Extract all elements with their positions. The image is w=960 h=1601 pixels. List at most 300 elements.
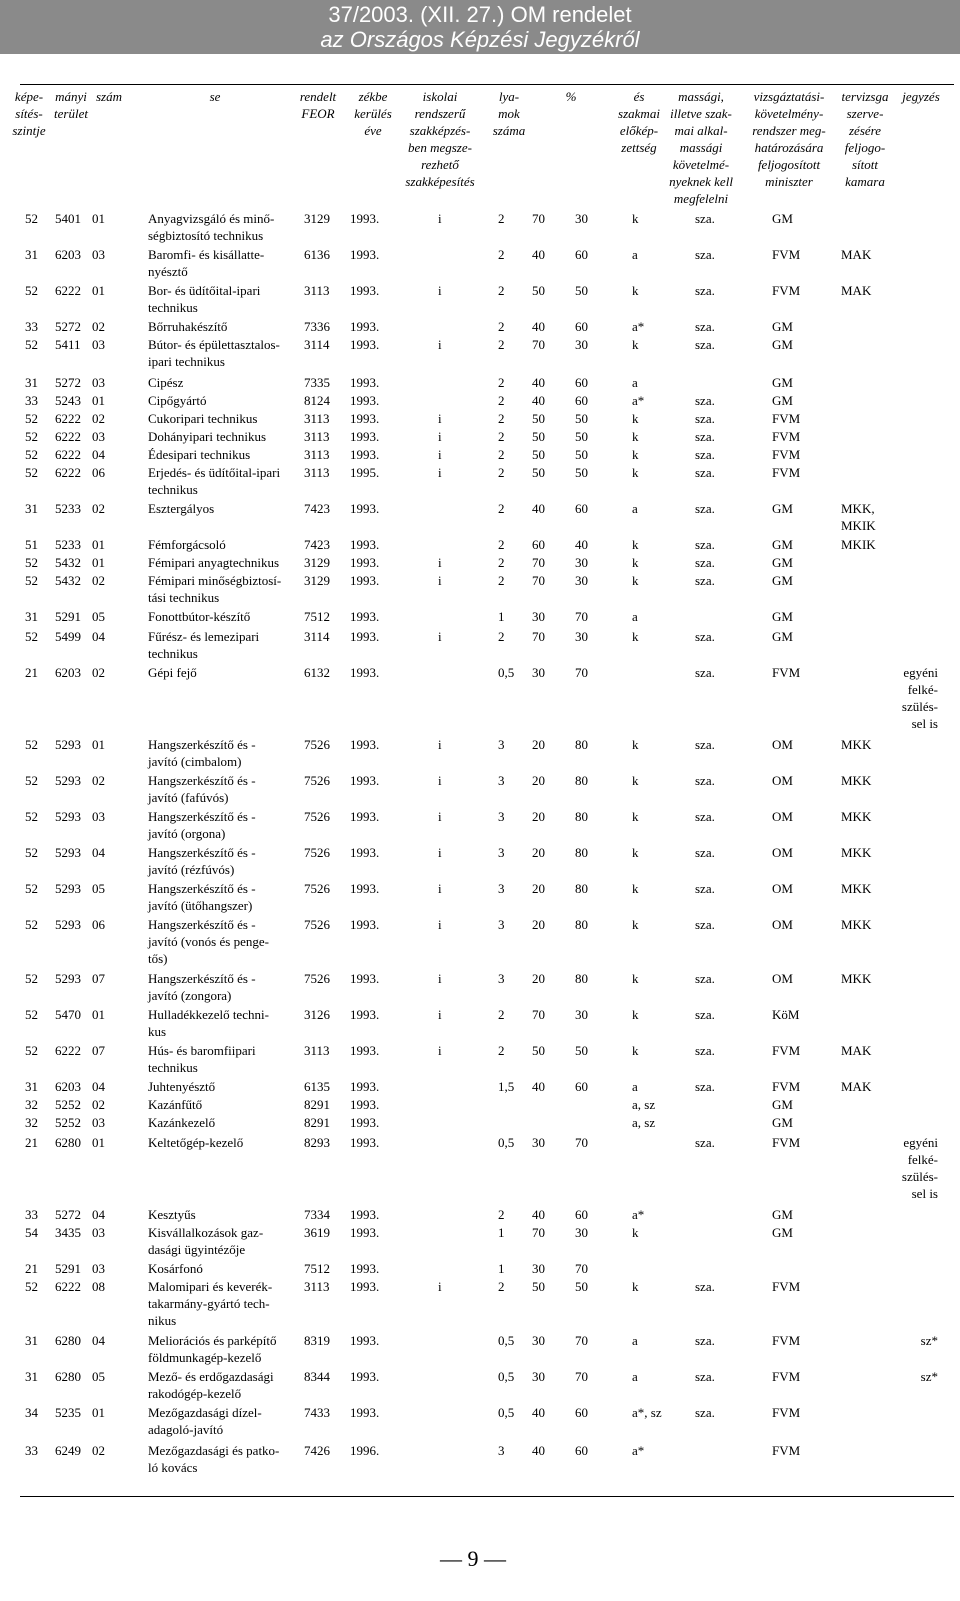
row-grades: 1	[498, 1261, 505, 1276]
row-feor: 3129	[304, 211, 330, 226]
row-percent-theory: 20	[532, 809, 545, 824]
row-feor: 8124	[304, 393, 330, 408]
row-percent-theory: 50	[532, 429, 545, 444]
row-school: i	[438, 1279, 442, 1294]
row-school: i	[438, 211, 442, 226]
row-prereq: a*, sz	[632, 1405, 662, 1420]
row-percent-theory: 50	[532, 447, 545, 462]
row-feor: 7526	[304, 809, 330, 824]
row-percent-practice: 60	[575, 1207, 588, 1222]
row-feor: 8293	[304, 1135, 330, 1150]
row-minister: OM	[772, 809, 793, 824]
row-percent-practice: 80	[575, 881, 588, 896]
row-note: egyéni felké- szülés- sel is	[901, 1135, 938, 1201]
row-year: 1993.	[350, 1097, 380, 1112]
row-level: 52	[25, 211, 38, 226]
row-minister: FVM	[772, 1279, 801, 1294]
row-name: Anyagvizsgáló és minő- ségbiztosító technikus	[148, 211, 275, 243]
row-grades: 2	[498, 211, 505, 226]
row-area: 5291	[55, 609, 81, 624]
row-area: 5233	[55, 501, 81, 516]
row-health: sza.	[695, 447, 715, 462]
row-number: 03	[92, 337, 105, 352]
row-year: 1993.	[350, 393, 380, 408]
header-year: zékbe kerülés éve	[354, 89, 392, 138]
row-level: 52	[25, 773, 38, 788]
row-grades: 3	[498, 845, 505, 860]
row-number: 01	[92, 393, 105, 408]
row-area: 6280	[55, 1369, 81, 1384]
row-percent-practice: 70	[575, 1135, 588, 1150]
row-area: 5432	[55, 573, 81, 588]
row-percent-practice: 30	[575, 1225, 588, 1240]
row-health: sza.	[695, 1405, 715, 1420]
row-area: 6222	[55, 447, 81, 462]
row-percent-theory: 40	[532, 319, 545, 334]
row-area: 5233	[55, 537, 81, 552]
decree-subtitle: az Országos Képzési Jegyzékről	[320, 27, 640, 52]
row-minister: FVM	[772, 247, 801, 262]
row-year: 1993.	[350, 809, 380, 824]
row-level: 52	[25, 737, 38, 752]
row-health: sza.	[695, 1333, 715, 1348]
row-school: i	[438, 465, 442, 480]
row-feor: 8319	[304, 1333, 330, 1348]
row-health: sza.	[695, 1135, 715, 1150]
row-prereq: a*	[632, 1443, 645, 1458]
row-year: 1993.	[350, 337, 380, 352]
row-percent-theory: 50	[532, 465, 545, 480]
row-number: 02	[92, 1097, 105, 1112]
row-prereq: k	[632, 845, 639, 860]
row-school: i	[438, 447, 442, 462]
row-percent-practice: 60	[575, 375, 588, 390]
row-health: sza.	[695, 319, 715, 334]
row-level: 34	[25, 1405, 38, 1420]
row-minister: FVM	[772, 1043, 801, 1058]
row-year: 1993.	[350, 1079, 380, 1094]
row-number: 02	[92, 411, 105, 426]
row-number: 04	[92, 629, 105, 644]
row-level: 21	[25, 1261, 38, 1276]
row-number: 01	[92, 1405, 105, 1420]
header-school: iskolai rendszerű szakképzés- ben megsze- rezhető szakképesítés	[405, 89, 475, 189]
row-school: i	[438, 429, 442, 444]
row-level: 52	[25, 1007, 38, 1022]
row-area: 5272	[55, 319, 81, 334]
row-percent-theory: 70	[532, 555, 545, 570]
row-school: i	[438, 737, 442, 752]
row-percent-theory: 30	[532, 609, 545, 624]
row-level: 31	[25, 609, 38, 624]
table-top-rule	[20, 84, 954, 85]
row-percent-practice: 50	[575, 411, 588, 426]
row-chamber: MKK	[841, 773, 872, 788]
row-health: sza.	[695, 429, 715, 444]
row-percent-theory: 40	[532, 1207, 545, 1222]
row-percent-theory: 20	[532, 737, 545, 752]
row-percent-theory: 70	[532, 629, 545, 644]
row-health: sza.	[695, 1079, 715, 1094]
row-health: sza.	[695, 1279, 715, 1294]
row-percent-practice: 70	[575, 1369, 588, 1384]
row-year: 1993.	[350, 1135, 380, 1150]
row-feor: 8344	[304, 1369, 330, 1384]
row-percent-theory: 40	[532, 1405, 545, 1420]
row-grades: 2	[498, 247, 505, 262]
row-grades: 1	[498, 1225, 505, 1240]
row-area: 6203	[55, 247, 81, 262]
row-name: Cukoripari technikus	[148, 411, 258, 426]
row-level: 33	[25, 319, 38, 334]
decree-title: 37/2003. (XII. 27.) OM rendelet	[328, 2, 632, 27]
row-year: 1993.	[350, 1405, 380, 1420]
row-percent-practice: 70	[575, 609, 588, 624]
row-percent-practice: 60	[575, 319, 588, 334]
row-grades: 0,5	[498, 1405, 515, 1420]
row-year: 1993.	[350, 609, 380, 624]
row-grades: 2	[498, 629, 505, 644]
row-name: Cipész	[148, 375, 184, 390]
row-grades: 1	[498, 609, 505, 624]
row-number: 02	[92, 319, 105, 334]
row-number: 03	[92, 1225, 105, 1240]
row-level: 31	[25, 501, 38, 516]
row-level: 33	[25, 1207, 38, 1222]
row-feor: 7512	[304, 609, 330, 624]
row-grades: 1,5	[498, 1079, 515, 1094]
row-level: 52	[25, 845, 38, 860]
row-year: 1993.	[350, 555, 380, 570]
row-name: Hús- és baromfiipari technikus	[148, 1043, 256, 1075]
row-name: Hangszerkészítő és - javító (cimbalom)	[148, 737, 256, 769]
row-prereq: k	[632, 917, 639, 932]
row-year: 1993.	[350, 665, 380, 680]
row-feor: 6135	[304, 1079, 330, 1094]
row-feor: 7526	[304, 881, 330, 896]
row-level: 31	[25, 1369, 38, 1384]
row-year: 1993.	[350, 1261, 380, 1276]
row-health: sza.	[695, 665, 715, 680]
header-feor: rendelt FEOR	[299, 89, 337, 121]
row-level: 52	[25, 971, 38, 986]
row-level: 52	[25, 809, 38, 824]
row-number: 04	[92, 1333, 105, 1348]
row-minister: GM	[772, 375, 793, 390]
row-minister: FVM	[772, 429, 801, 444]
row-area: 6249	[55, 1443, 81, 1458]
row-school: i	[438, 629, 442, 644]
row-grades: 3	[498, 809, 505, 824]
row-name: Fűrész- és lemezipari technikus	[148, 629, 260, 661]
row-health: sza.	[695, 773, 715, 788]
row-name: Kazánfűtő	[148, 1097, 203, 1112]
row-percent-practice: 30	[575, 211, 588, 226]
row-level: 52	[25, 429, 38, 444]
row-level: 32	[25, 1115, 38, 1130]
row-health: sza.	[695, 247, 715, 262]
row-minister: GM	[772, 609, 793, 624]
row-feor: 7423	[304, 537, 330, 552]
row-year: 1993.	[350, 247, 380, 262]
row-name: Cipőgyártó	[148, 393, 207, 408]
row-percent-theory: 20	[532, 773, 545, 788]
row-number: 02	[92, 665, 105, 680]
row-chamber: MKK, MKIK	[841, 501, 876, 533]
row-number: 06	[92, 917, 105, 932]
row-grades: 2	[498, 1207, 505, 1222]
row-year: 1993.	[350, 537, 380, 552]
row-percent-practice: 80	[575, 809, 588, 824]
row-prereq: a	[632, 501, 638, 516]
row-prereq: k	[632, 1279, 639, 1294]
row-minister: GM	[772, 555, 793, 570]
row-level: 52	[25, 411, 38, 426]
row-percent-theory: 70	[532, 573, 545, 588]
row-percent-theory: 60	[532, 537, 545, 552]
row-number: 03	[92, 247, 105, 262]
row-percent-practice: 70	[575, 1261, 588, 1276]
row-grades: 2	[498, 1043, 505, 1058]
row-level: 52	[25, 447, 38, 462]
row-percent-theory: 20	[532, 917, 545, 932]
row-grades: 2	[498, 283, 505, 298]
row-chamber: MAK	[841, 283, 872, 298]
header-prereq: és szakmai előkép- zettség	[618, 89, 660, 155]
row-name: Fonottbútor-készítő	[148, 609, 251, 624]
row-name: Bútor- és épülettasztalos- ipari technikus	[148, 337, 280, 369]
row-number: 07	[92, 971, 105, 986]
row-area: 3435	[55, 1225, 81, 1240]
row-health: sza.	[695, 283, 715, 298]
row-year: 1993.	[350, 501, 380, 516]
row-chamber: MKK	[841, 737, 872, 752]
row-name: Hangszerkészítő és - javító (zongora)	[148, 971, 256, 1003]
row-percent-theory: 40	[532, 393, 545, 408]
row-prereq: a	[632, 1079, 638, 1094]
row-name: Hulladékkezelő techni- kus	[148, 1007, 269, 1039]
row-note: sz*	[920, 1369, 938, 1384]
row-percent-theory: 30	[532, 1135, 545, 1150]
row-year: 1993.	[350, 629, 380, 644]
row-area: 5411	[55, 337, 81, 352]
row-health: sza.	[695, 737, 715, 752]
row-number: 01	[92, 211, 105, 226]
row-minister: OM	[772, 971, 793, 986]
row-percent-practice: 70	[575, 665, 588, 680]
row-number: 05	[92, 1369, 105, 1384]
row-grades: 2	[498, 1007, 505, 1022]
row-health: sza.	[695, 629, 715, 644]
row-name: Mezőgazdasági és patko- ló kovács	[148, 1443, 280, 1475]
row-number: 06	[92, 465, 105, 480]
row-percent-theory: 40	[532, 501, 545, 516]
row-chamber: MKK	[841, 971, 872, 986]
row-area: 5470	[55, 1007, 81, 1022]
row-name: Kisvállalkozások gaz- dasági ügyintézője	[148, 1225, 264, 1257]
row-feor: 3113	[304, 447, 330, 462]
row-health: sza.	[695, 845, 715, 860]
row-area: 5401	[55, 211, 81, 226]
row-area: 5293	[55, 845, 81, 860]
row-year: 1993.	[350, 737, 380, 752]
row-health: sza.	[695, 555, 715, 570]
row-health: sza.	[695, 393, 715, 408]
row-number: 02	[92, 1443, 105, 1458]
row-chamber: MKK	[841, 845, 872, 860]
row-area: 5272	[55, 375, 81, 390]
header-number: szám	[95, 89, 122, 104]
row-number: 03	[92, 429, 105, 444]
row-area: 6222	[55, 1043, 81, 1058]
row-level: 52	[25, 917, 38, 932]
row-grades: 2	[498, 447, 505, 462]
row-minister: GM	[772, 501, 793, 516]
row-prereq: k	[632, 429, 639, 444]
row-name: Bor- és üdítőital-ipari technikus	[148, 283, 261, 315]
row-feor: 7526	[304, 845, 330, 860]
row-health: sza.	[695, 465, 715, 480]
row-year: 1993.	[350, 1115, 380, 1130]
row-grades: 2	[498, 429, 505, 444]
row-minister: FVM	[772, 665, 801, 680]
row-prereq: k	[632, 411, 639, 426]
row-name: Kosárfonó	[148, 1261, 203, 1276]
row-percent-theory: 70	[532, 1225, 545, 1240]
row-health: sza.	[695, 211, 715, 226]
row-minister: KöM	[772, 1007, 800, 1022]
row-percent-theory: 50	[532, 283, 545, 298]
row-grades: 2	[498, 393, 505, 408]
row-school: i	[438, 845, 442, 860]
row-grades: 3	[498, 881, 505, 896]
row-note: sz*	[920, 1333, 938, 1348]
row-number: 03	[92, 809, 105, 824]
row-area: 5291	[55, 1261, 81, 1276]
row-level: 33	[25, 393, 38, 408]
row-percent-practice: 80	[575, 917, 588, 932]
row-year: 1995.	[350, 465, 380, 480]
row-health: sza.	[695, 573, 715, 588]
row-name: Édesipari technikus	[148, 447, 251, 462]
row-health: sza.	[695, 971, 715, 986]
row-percent-theory: 70	[532, 1007, 545, 1022]
header-note: jegyzés	[902, 89, 940, 104]
row-year: 1993.	[350, 1225, 380, 1240]
row-name: Hangszerkészítő és - javító (fafúvós)	[148, 773, 256, 805]
row-name: Malomipari és keverék- takarmány-gyártó tech- nikus	[148, 1279, 273, 1328]
row-name: Keltetőgép-kezelő	[148, 1135, 244, 1150]
row-year: 1993.	[350, 375, 380, 390]
row-minister: OM	[772, 881, 793, 896]
row-health: sza.	[695, 1043, 715, 1058]
row-health: sza.	[695, 881, 715, 896]
row-level: 31	[25, 1333, 38, 1348]
row-feor: 7423	[304, 501, 330, 516]
row-percent-theory: 30	[532, 1261, 545, 1276]
row-number: 01	[92, 537, 105, 552]
row-feor: 7426	[304, 1443, 330, 1458]
row-minister: GM	[772, 537, 793, 552]
row-minister: GM	[772, 211, 793, 226]
row-chamber: MKIK	[841, 537, 876, 552]
row-year: 1993.	[350, 881, 380, 896]
row-level: 31	[25, 247, 38, 262]
row-health: sza.	[695, 1007, 715, 1022]
row-name: Mező- és erdőgazdasági rakodógép-kezelő	[148, 1369, 274, 1401]
row-percent-practice: 80	[575, 971, 588, 986]
row-level: 52	[25, 465, 38, 480]
row-grades: 2	[498, 555, 505, 570]
row-minister: OM	[772, 737, 793, 752]
row-level: 52	[25, 881, 38, 896]
row-percent-theory: 50	[532, 1043, 545, 1058]
row-number: 02	[92, 501, 105, 516]
row-prereq: a*	[632, 393, 645, 408]
row-school: i	[438, 1043, 442, 1058]
row-year: 1996.	[350, 1443, 380, 1458]
row-level: 52	[25, 337, 38, 352]
row-school: i	[438, 337, 442, 352]
row-school: i	[438, 917, 442, 932]
row-name: Hangszerkészítő és - javító (vonós és penge- tős)	[148, 917, 269, 966]
table-bottom-rule	[20, 1496, 954, 1497]
row-prereq: a*	[632, 1207, 645, 1222]
row-name: Hangszerkészítő és - javító (orgona)	[148, 809, 256, 841]
row-percent-practice: 40	[575, 537, 588, 552]
row-chamber: MAK	[841, 1079, 872, 1094]
row-feor: 3129	[304, 573, 330, 588]
row-prereq: k	[632, 1007, 639, 1022]
row-prereq: k	[632, 773, 639, 788]
row-health: sza.	[695, 411, 715, 426]
row-school: i	[438, 809, 442, 824]
row-area: 5293	[55, 809, 81, 824]
row-prereq: k	[632, 809, 639, 824]
row-prereq: k	[632, 881, 639, 896]
row-year: 1993.	[350, 1007, 380, 1022]
row-minister: FVM	[772, 1135, 801, 1150]
row-name: Erjedés- és üdítőital-ipari technikus	[148, 465, 281, 497]
row-number: 07	[92, 1043, 105, 1058]
row-grades: 2	[498, 501, 505, 516]
row-feor: 8291	[304, 1097, 330, 1112]
row-percent-practice: 30	[575, 337, 588, 352]
row-prereq: k	[632, 971, 639, 986]
row-name: Hangszerkészítő és - javító (ütőhangszer)	[148, 881, 256, 913]
row-minister: OM	[772, 917, 793, 932]
row-number: 01	[92, 737, 105, 752]
header-seq: se	[209, 89, 221, 104]
row-area: 6280	[55, 1333, 81, 1348]
row-minister: GM	[772, 629, 793, 644]
row-level: 52	[25, 555, 38, 570]
row-year: 1993.	[350, 573, 380, 588]
header-chamber: tervizsga szerve- zésére feljogo- sított kamara	[841, 89, 889, 189]
header-level: képe- sítés- szintje	[12, 89, 46, 138]
row-feor: 7433	[304, 1405, 330, 1420]
row-feor: 3619	[304, 1225, 330, 1240]
row-percent-theory: 20	[532, 971, 545, 986]
row-feor: 8291	[304, 1115, 330, 1130]
row-percent-practice: 60	[575, 1443, 588, 1458]
row-number: 02	[92, 573, 105, 588]
row-level: 51	[25, 537, 38, 552]
row-prereq: k	[632, 447, 639, 462]
row-number: 01	[92, 555, 105, 570]
row-area: 5243	[55, 393, 81, 408]
row-percent-practice: 80	[575, 737, 588, 752]
